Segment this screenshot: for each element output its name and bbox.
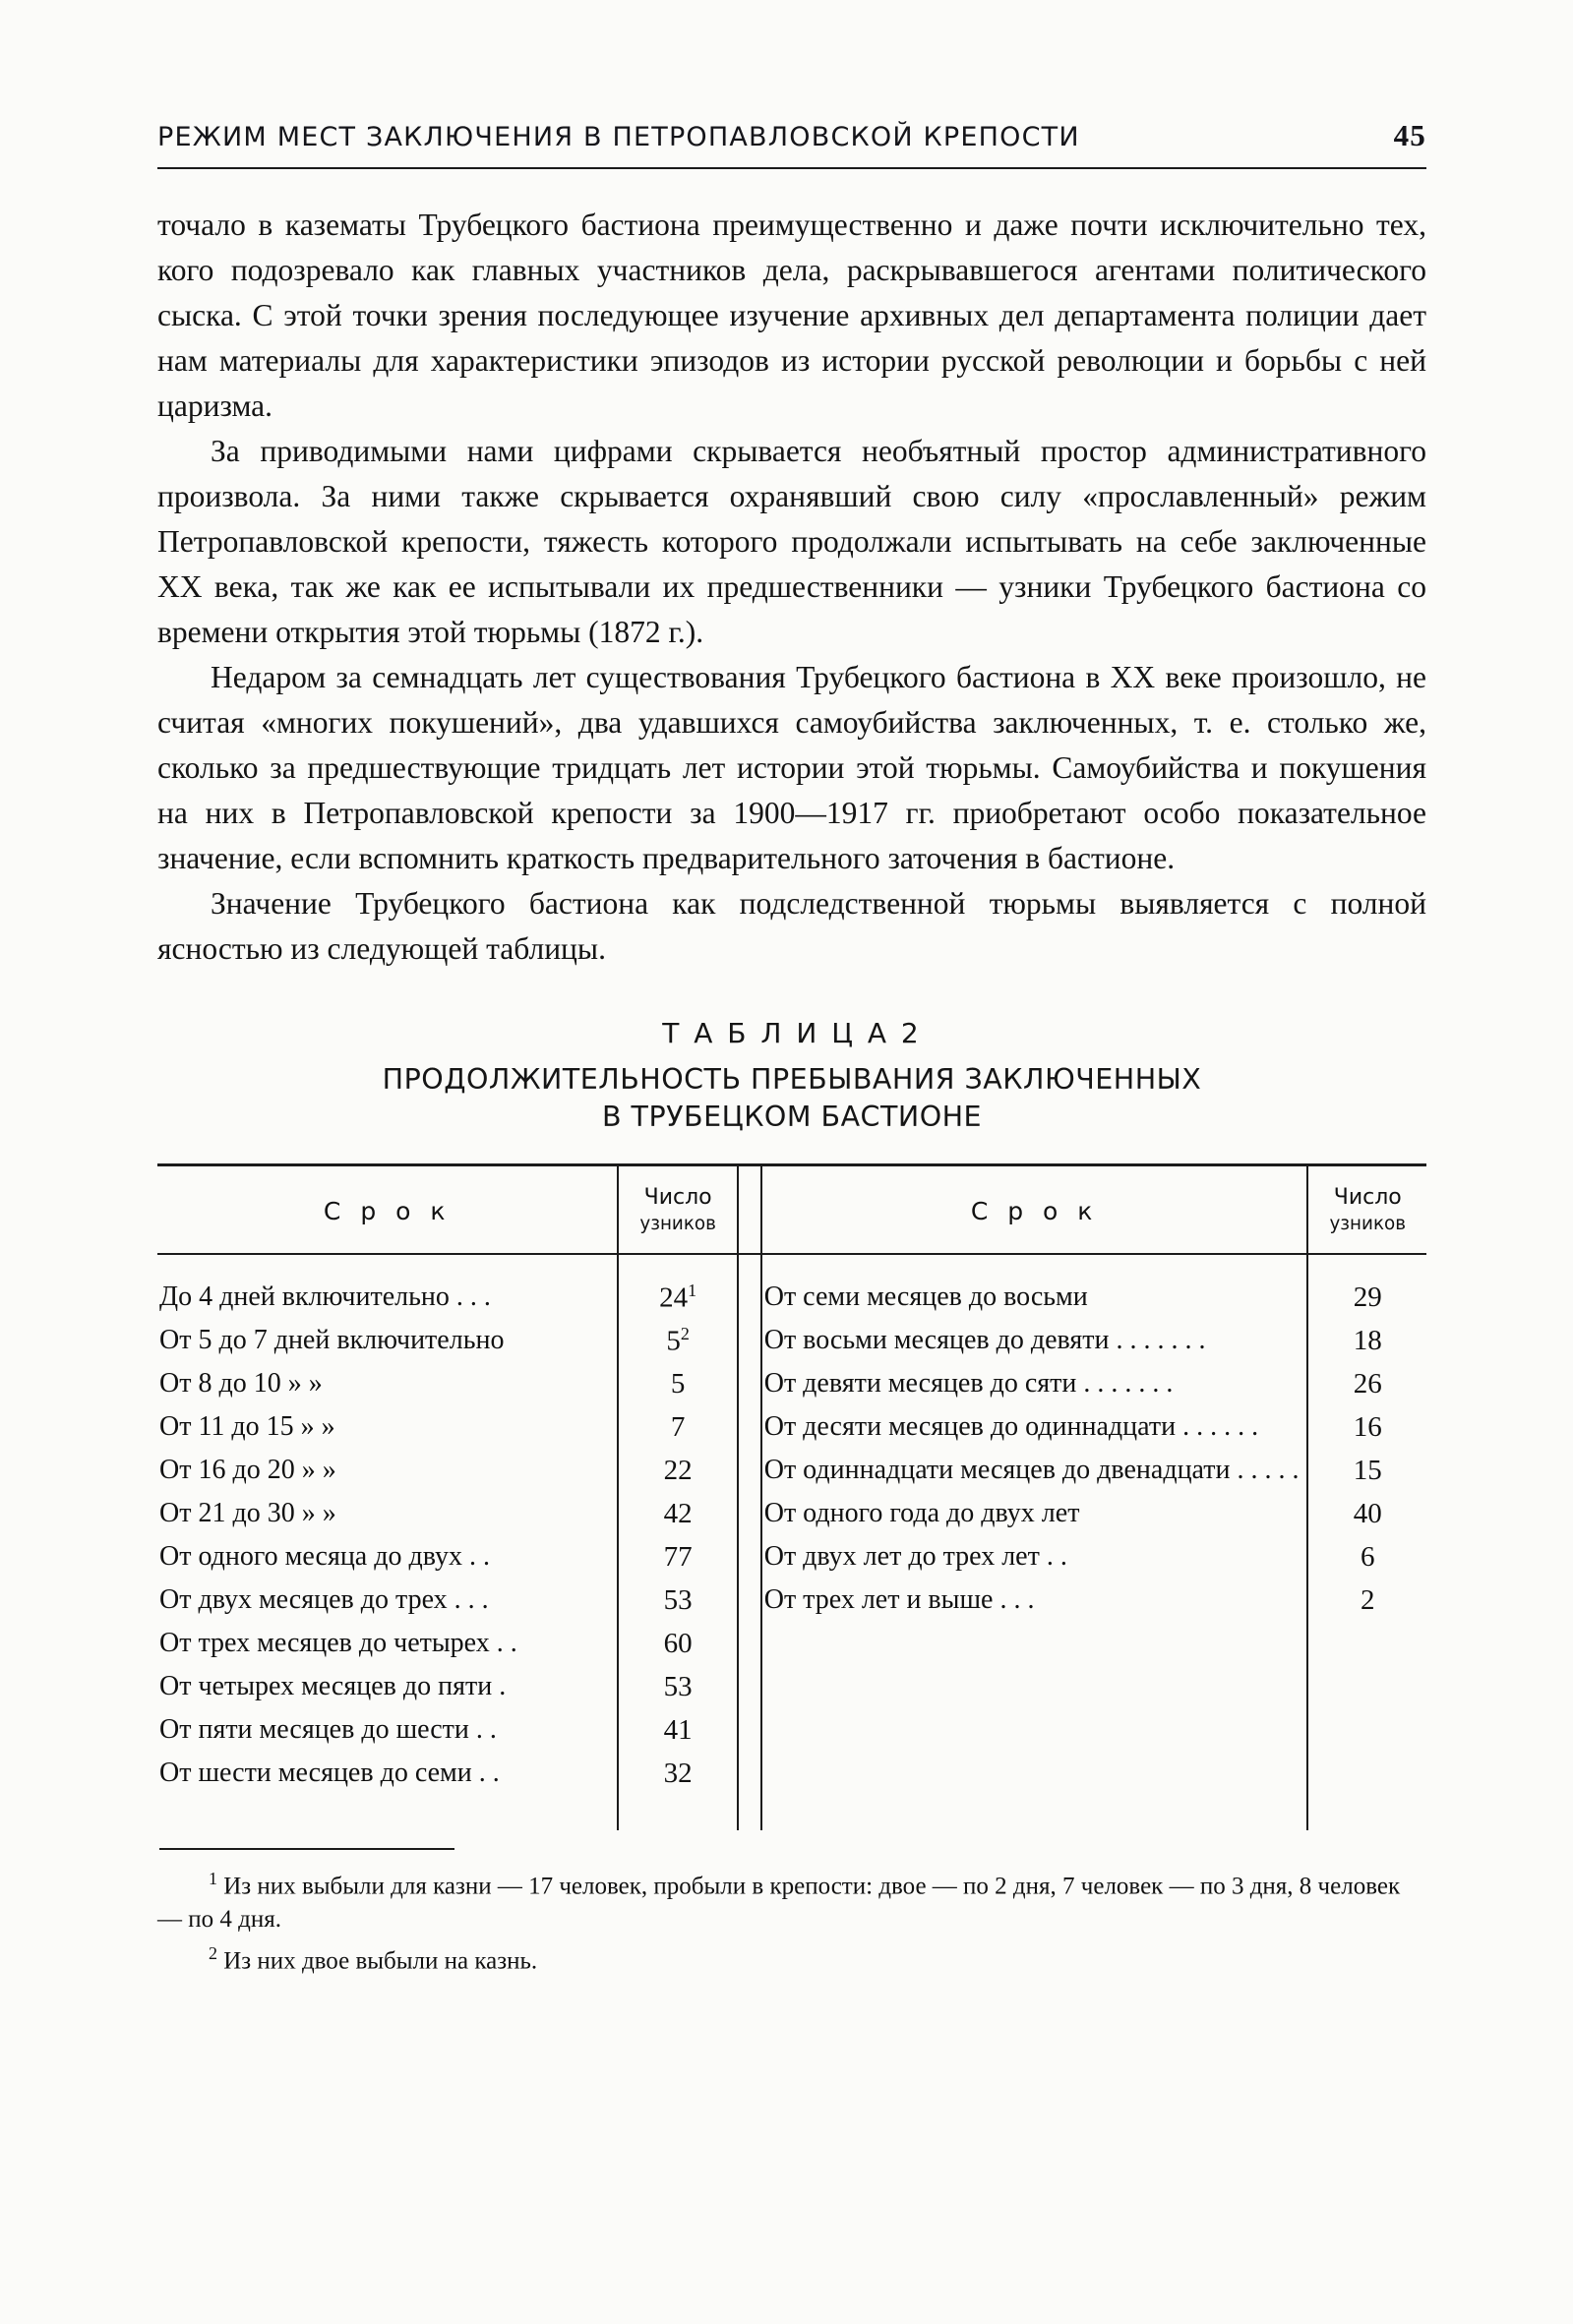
row-value-left: 7 (618, 1405, 737, 1449)
page-number: 45 (1393, 118, 1426, 152)
prisoner-duration-table (157, 1163, 1426, 1830)
table-title-line-2: В ТРУБЕЦКОМ БАСТИОНЕ (601, 1101, 983, 1133)
row-label-left: От одного месяца до двух . . (159, 1541, 490, 1572)
row-label-left: От 21 до 30 » » (159, 1498, 336, 1528)
table-row (157, 1362, 1426, 1405)
paragraph-1: точало в казематы Трубецкого бастиона преимущественно и даже почти исключительно тех, кого подозревало как главных участников дела, раскрывавшегося агентами политического сыска. С этой точки зрения последующее изучение архивных дел департамента полиции дает нам материалы для характеристики эпизодов из истории русской революции и борьбы с ней царизма. (157, 208, 1426, 423)
row-label-left: От 11 до 15 » » (159, 1411, 335, 1442)
body-text (157, 203, 1426, 972)
row-label-right: От десяти месяцев до одиннадцати . . . . . . (763, 1411, 1259, 1442)
table-row (157, 1492, 1426, 1535)
table-row (157, 1665, 1426, 1708)
row-label-left: От трех месяцев до четырех . . (159, 1628, 517, 1658)
row-value-right: 16 (1307, 1405, 1426, 1449)
row-value-left: 42 (618, 1492, 737, 1535)
footnote-rule (159, 1848, 454, 1850)
row-label-right (761, 1622, 1308, 1665)
row-label-right (761, 1665, 1308, 1708)
row-value-right: 6 (1307, 1535, 1426, 1579)
row-label-right: От девяти месяцев до сяти . . . . . . . (763, 1368, 1174, 1399)
paragraph-2: За приводимыми нами цифрами скрывается необъятный простор административного произвола. За ними также скрывается охранявший свою силу «прославленный» режим Петропавловской крепости, тяжесть которого продолжали испытывать на себе заключенные XX века, так же как ее испытывали их предшественники — узники Трубецкого бастиона со времени открытия этой тюрьмы (1872 г.). (157, 434, 1426, 649)
paragraph-4: Значение Трубецкого бастиона как подследственной тюрьмы выявляется с полной ясностью из следующей таблицы. (157, 886, 1426, 966)
row-value-right (1307, 1622, 1426, 1665)
footnote-1: $^1$ Из них выбыли для казни — 17 человек, пробыли в крепости: двое — по 2 дня, 7 человек — по 3 дня, 8 человек — по 4 дня. (157, 1869, 1401, 1934)
row-label-left: От 5 до 7 дней включительно (159, 1325, 505, 1355)
table-row (157, 1405, 1426, 1449)
table-row (157, 1449, 1426, 1492)
row-value-right: 40 (1307, 1492, 1426, 1535)
row-label-right (761, 1752, 1308, 1795)
table-row (157, 1276, 1426, 1319)
row-value-right: 2 (1307, 1579, 1426, 1622)
header-count-left (618, 1165, 737, 1255)
row-value-left: 53 (618, 1579, 737, 1622)
row-value-left: 22 (618, 1449, 737, 1492)
footnotes (157, 1848, 1426, 1979)
row-value-right (1307, 1752, 1426, 1795)
row-value-left: $24^1$ (618, 1276, 737, 1319)
row-label-right: От одиннадцати месяцев до двенадцати . . . . . (763, 1455, 1300, 1485)
table-row (157, 1708, 1426, 1752)
row-value-left: 77 (618, 1535, 737, 1579)
row-label-left: До 4 дней включительно . . . (159, 1281, 491, 1312)
table-body (157, 1254, 1426, 1830)
header-count-right (1307, 1165, 1426, 1255)
row-label-left: От двух месяцев до трех . . . (159, 1584, 489, 1615)
row-label-right: От семи месяцев до восьми (763, 1281, 1088, 1312)
row-value-right: 15 (1307, 1449, 1426, 1492)
table-row (157, 1622, 1426, 1665)
row-value-left: 32 (618, 1752, 737, 1795)
table-row (157, 1752, 1426, 1795)
row-value-right: 18 (1307, 1319, 1426, 1362)
column-separator (738, 1165, 761, 1255)
row-value-right (1307, 1708, 1426, 1752)
footnote-2: $^2$ Из них двое выбыли на казнь. (209, 1943, 538, 1975)
table-number: Т А Б Л И Ц А 2 (662, 1017, 922, 1049)
row-value-left: 5 (618, 1362, 737, 1405)
row-label-right: От двух лет до трех лет . . (763, 1541, 1067, 1572)
table-caption (157, 1017, 1426, 1136)
running-head (157, 118, 1426, 153)
row-label-right: От восьми месяцев до девяти . . . . . . . (763, 1325, 1206, 1355)
row-label-left: От 8 до 10 » » (159, 1368, 323, 1399)
row-label-left: От пяти месяцев до шести . . (159, 1714, 497, 1745)
row-label-left: От четырех месяцев до пяти . (159, 1671, 507, 1701)
row-label-right: От трех лет и выше . . . (763, 1584, 1035, 1615)
running-title: РЕЖИМ МЕСТ ЗАКЛЮЧЕНИЯ В ПЕТРОПАВЛОВСКОЙ КРЕПОСТИ (157, 122, 1080, 152)
row-value-left: 60 (618, 1622, 737, 1665)
row-label-left: От 16 до 20 » » (159, 1455, 336, 1485)
paragraph-3: Недаром за семнадцать лет существования Трубецкого бастиона в XX веке произошло, не считая «многих покушений», два удавшихся самоубийства заключенных, т. е. столько же, сколько за предшествующие тридцать лет истории этой тюрьмы. Самоубийства и покушения на них в Петропавловской крепости за 1900—1917 гг. приобретают особо показательное значение, если вспомнить краткость предварительного заточения в бастионе. (157, 660, 1426, 875)
row-value-left: 53 (618, 1665, 737, 1708)
header-term-right: С р о к (761, 1165, 1308, 1255)
header-count-left-line2: узников (639, 1214, 716, 1234)
row-value-left: 41 (618, 1708, 737, 1752)
table-row (157, 1319, 1426, 1362)
row-value-right: 29 (1307, 1276, 1426, 1319)
table-title-line-1: ПРОДОЛЖИТЕЛЬНОСТЬ ПРЕБЫВАНИЯ ЗАКЛЮЧЕННЫХ (382, 1063, 1202, 1096)
row-value-left: $5^2$ (618, 1319, 737, 1362)
row-label-right (761, 1708, 1308, 1752)
table-row (157, 1579, 1426, 1622)
header-count-left-line1: Число (643, 1185, 712, 1210)
row-label-right: От одного года до двух лет (763, 1498, 1080, 1528)
table-row (157, 1535, 1426, 1579)
header-term-left: С р о к (157, 1165, 618, 1255)
header-count-right-line1: Число (1333, 1185, 1402, 1210)
page-content (157, 118, 1426, 1979)
header-rule (157, 167, 1426, 169)
header-count-right-line2: узников (1329, 1214, 1407, 1234)
row-value-right: 26 (1307, 1362, 1426, 1405)
row-value-right (1307, 1665, 1426, 1708)
row-label-left: От шести месяцев до семи . . (159, 1758, 500, 1788)
